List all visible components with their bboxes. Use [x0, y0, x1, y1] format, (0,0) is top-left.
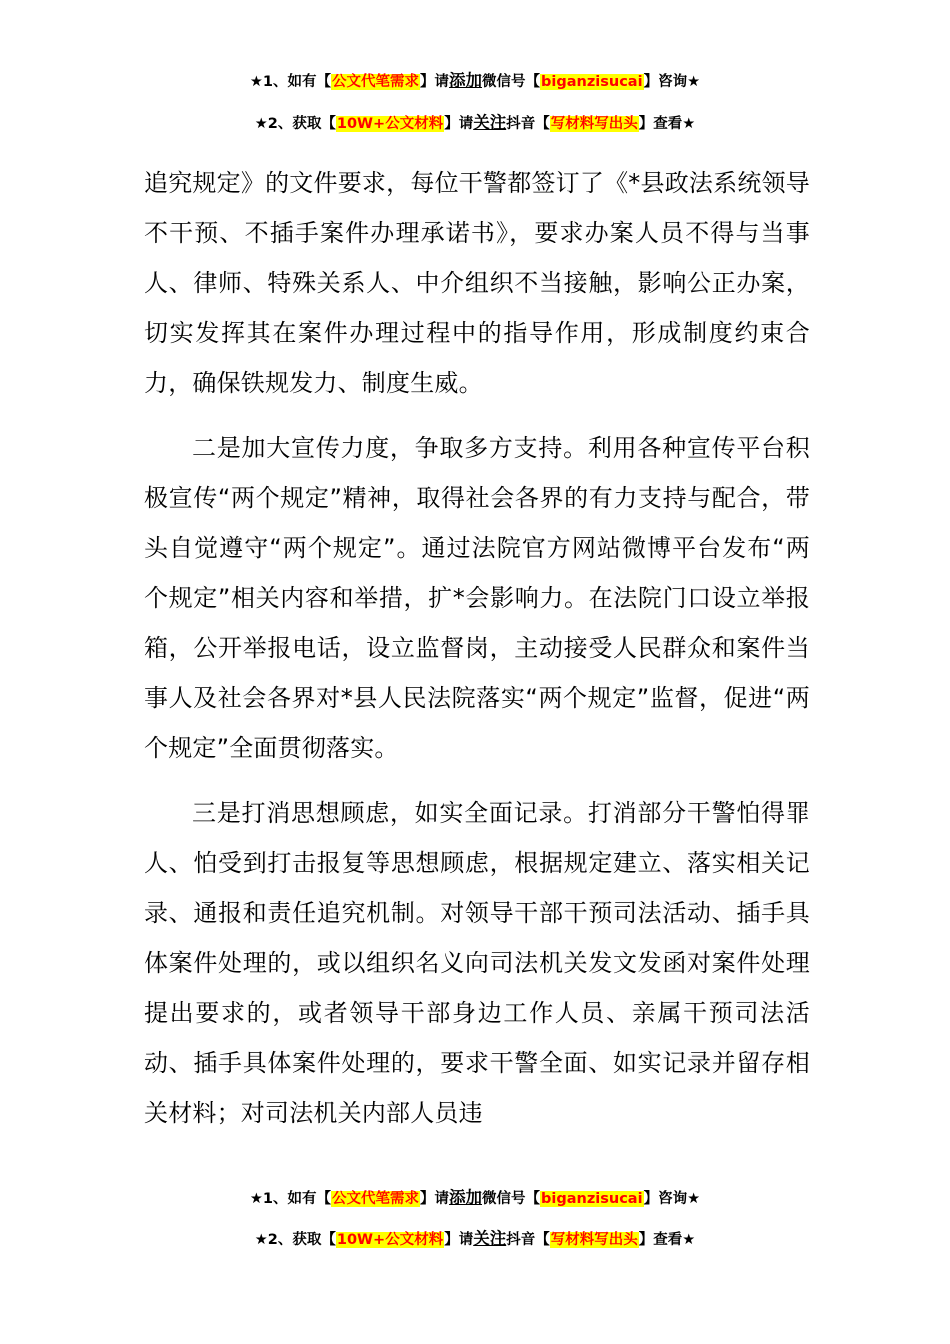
footer-promo-line-1 [0, 1187, 950, 1210]
promo-text: 抖音【 [506, 1232, 550, 1248]
promo-highlight-service: 公文代笔需求 [332, 1191, 420, 1207]
promo-emphasis-follow: 关注 [473, 1229, 507, 1248]
promo-suffix: 】咨询★ [643, 74, 701, 90]
promo-highlight-wechat-id: biganzisucai [541, 74, 643, 90]
promo-text: 】请 [444, 116, 474, 132]
promo-emphasis-add: 添加 [449, 71, 483, 90]
footer-promo-line-2 [0, 1228, 950, 1251]
promo-highlight-wechat-id: biganzisucai [541, 1191, 643, 1207]
paragraph-publicity: 二是加大宣传力度，争取多方支持。利用各种宣传平台积极宣传“两个规定”精神，取得社会各界的有力支持与配合，带头自觉遵守“两个规定”。通过法院官方网站微博平台发布“两个规定”相关内容和举措，扩*会影响力。在法院门口设立举报箱，公开举报电话，设立监督岗，主动接受人民群众和案件当事人及社会各界对*县人民法院落实“两个规定”监督，促进“两个规定”全面贯彻落实。 [144, 434, 810, 762]
promo-prefix: ★1、如有【 [249, 74, 332, 90]
paragraph-recording: 三是打消思想顾虑，如实全面记录。打消部分干警怕得罪人、怕受到打击报复等思想顾虑，根据规定建立、落实相关记录、通报和责任追究机制。对领导干部干预司法活动、插手具体案件处理的，或以组织名义向司法机关发文发函对案件处理提出要求的，或者领导干部身边工作人员、亲属干预司法活动、插手具体案件处理的，要求干警全面、如实记录并留存相关材料；对司法机关内部人员违 [144, 799, 810, 1127]
promo-prefix: ★1、如有【 [249, 1191, 332, 1207]
promo-emphasis-follow: 关注 [473, 113, 507, 132]
promo-emphasis-add: 添加 [449, 1188, 483, 1207]
promo-highlight-materials: 10W+公文材料 [336, 116, 444, 132]
promo-suffix: 】咨询★ [643, 1191, 701, 1207]
promo-text: 】请 [420, 1191, 450, 1207]
promo-prefix: ★2、获取【 [254, 116, 336, 132]
promo-text: 抖音【 [506, 116, 550, 132]
promo-text: 微信号【 [482, 1191, 541, 1207]
header-promo-line-2 [0, 112, 950, 135]
promo-prefix: ★2、获取【 [254, 1232, 336, 1248]
document-body [144, 158, 810, 1138]
promo-text: 微信号【 [482, 74, 541, 90]
promo-suffix: 】查看★ [638, 116, 696, 132]
promo-highlight-materials: 10W+公文材料 [336, 1232, 444, 1248]
paragraph-continuation: 追究规定》的文件要求，每位干警都签订了《*县政法系统领导不干预、不插手案件办理承诺书》，要求办案人员不得与当事人、律师、特殊关系人、中介组织不当接触，影响公正办案，切实发挥其在案件办理过程中的指导作用，形成制度约束合力，确保铁规发力、制度生威。 [144, 169, 810, 397]
promo-highlight-douyin: 写材料写出头 [550, 1232, 638, 1248]
header-promo-line-1 [0, 70, 950, 93]
promo-text: 】请 [444, 1232, 474, 1248]
promo-highlight-service: 公文代笔需求 [332, 74, 420, 90]
promo-text: 】请 [420, 74, 450, 90]
promo-highlight-douyin: 写材料写出头 [550, 116, 638, 132]
promo-suffix: 】查看★ [638, 1232, 696, 1248]
